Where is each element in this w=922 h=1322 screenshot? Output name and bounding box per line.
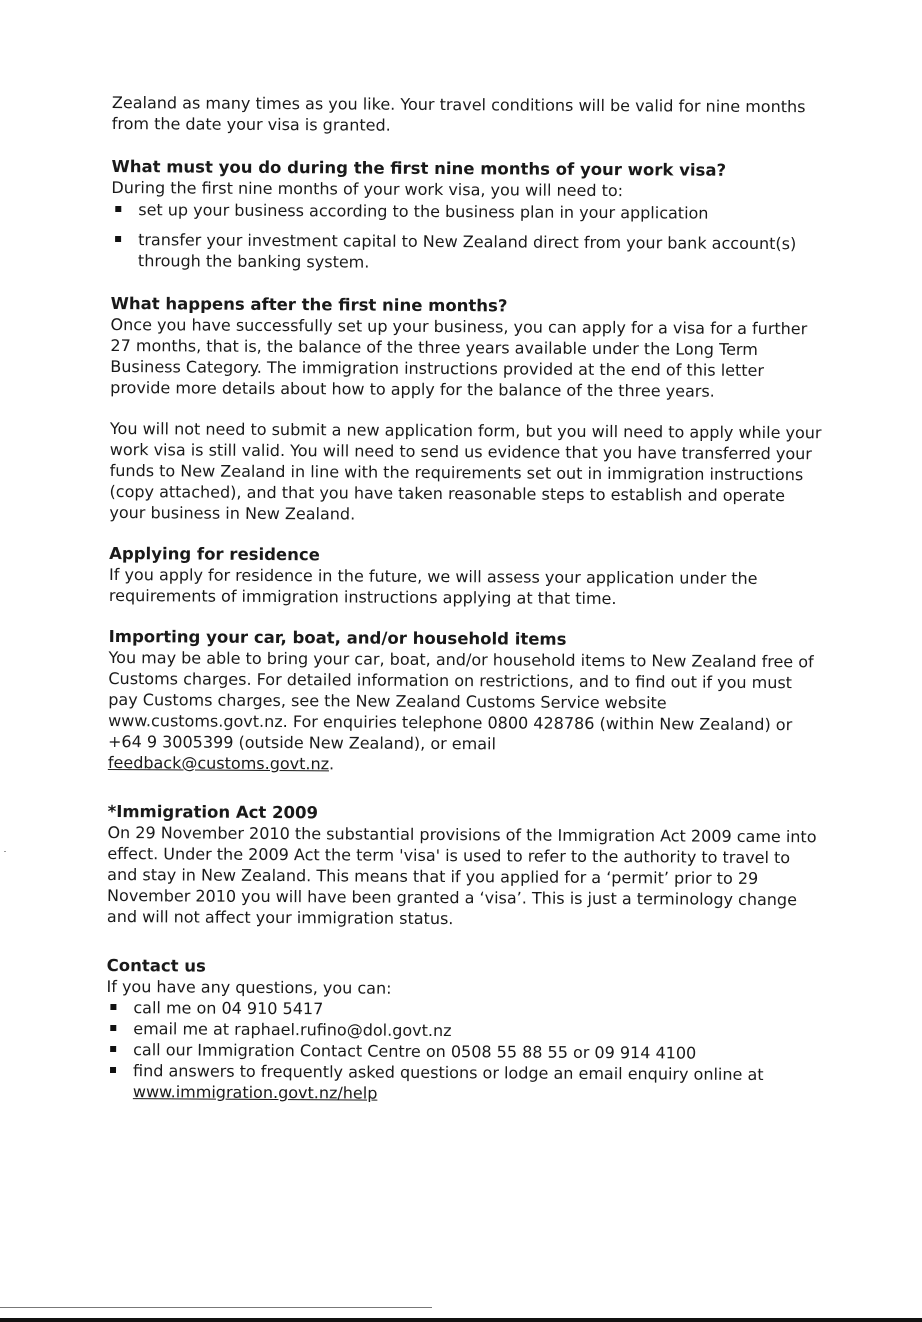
immigration-act-heading: *Immigration Act 2009 [107, 801, 319, 823]
first-nine-months-heading: What must you do during the first nine months of your work visa? [111, 156, 727, 180]
contact-list [106, 997, 822, 1106]
first-nine-months-list [111, 199, 826, 275]
customs-email-link[interactable]: feedback@customs.govt.nz [107, 752, 330, 774]
list-item: set up your business according to the business plan in your application [111, 199, 826, 224]
contact-lead: If you have any questions, you can: [106, 976, 392, 998]
immigration-act-paragraph: On 29 November 2010 the substantial provisions of the Immigration Act 2009 came into effect. Under the 2009 Act the term 'visa' is used to refer to the authority to travel to and stay in New Zealand. This means that if you applied for a ‘permit’ prior to 29 November 2010 you will have been granted a ‘visa’. This is just a terminology change and will not affect your immigration status. [106, 822, 817, 929]
scan-edge [0, 1318, 922, 1322]
footer-rule [0, 1307, 432, 1308]
importing-email-suffix: . [328, 754, 335, 774]
letter-page [106, 92, 827, 1106]
residence-heading: Applying for residence [109, 543, 320, 565]
after-nine-months-paragraph-2: You will not need to submit a new application form, but you will need to apply while your work visa is still valid. You will need to send us evidence that you have transferred your funds to New Zealand in line with the requirements set out in immigration instructions (copy attached), and that you have taken reasonable steps to establish and operate your business in New Zealand. [109, 418, 822, 524]
list-item: call our Immigration Contact Centre on 0508 55 88 55 or 09 914 4100 [106, 1039, 821, 1064]
importing-heading: Importing your car, boat, and/or household items [108, 626, 567, 649]
importing-paragraph [108, 647, 824, 777]
contact-heading: Contact us [106, 955, 206, 976]
immigration-help-link[interactable]: www.immigration.govt.nz/help [132, 1082, 378, 1103]
list-item [106, 1060, 821, 1106]
after-nine-months-paragraph-1: Once you have successfully set up your business, you can apply for a visa for a further 27 months, that is, the balance of the three years available under the Long Term Business Category. The immigration instructions provided at the end of this letter provide more details about how to apply for the balance of the three years. [110, 314, 808, 401]
after-nine-months-heading: What happens after the first nine months? [110, 293, 508, 316]
list-item: email me at raphael.rufino@dol.govt.nz [106, 1018, 821, 1043]
list-item: call me on 04 910 5417 [106, 997, 821, 1022]
residence-paragraph: If you apply for residence in the future, we will assess your application under the requirements of immigration instructions applying at that time. [108, 564, 758, 609]
scan-speck [4, 851, 6, 852]
intro-paragraph: Zealand as many times as you like. Your travel conditions will be valid for nine months from the date your visa is granted. [111, 92, 806, 135]
help-text: find answers to frequently asked questions or lodge an email enquiry online at [132, 1061, 764, 1084]
list-item: transfer your investment capital to New Zealand direct from your bank account(s) through the banking system. [111, 229, 826, 275]
first-nine-months-lead: During the first nine months of your work visa, you will need to: [111, 177, 624, 201]
importing-text: You may be able to bring your car, boat, and/or household items to New Zealand free of Customs charges. For detailed information on restrictions, and to find out if you must pay Customs charges, see the New Zealand Customs Service website www.customs.govt.nz. For enquiries telephone 0800 428786 (within New Zealand) or +64 9 3005399 (outside New Zealand), or email [107, 647, 814, 754]
